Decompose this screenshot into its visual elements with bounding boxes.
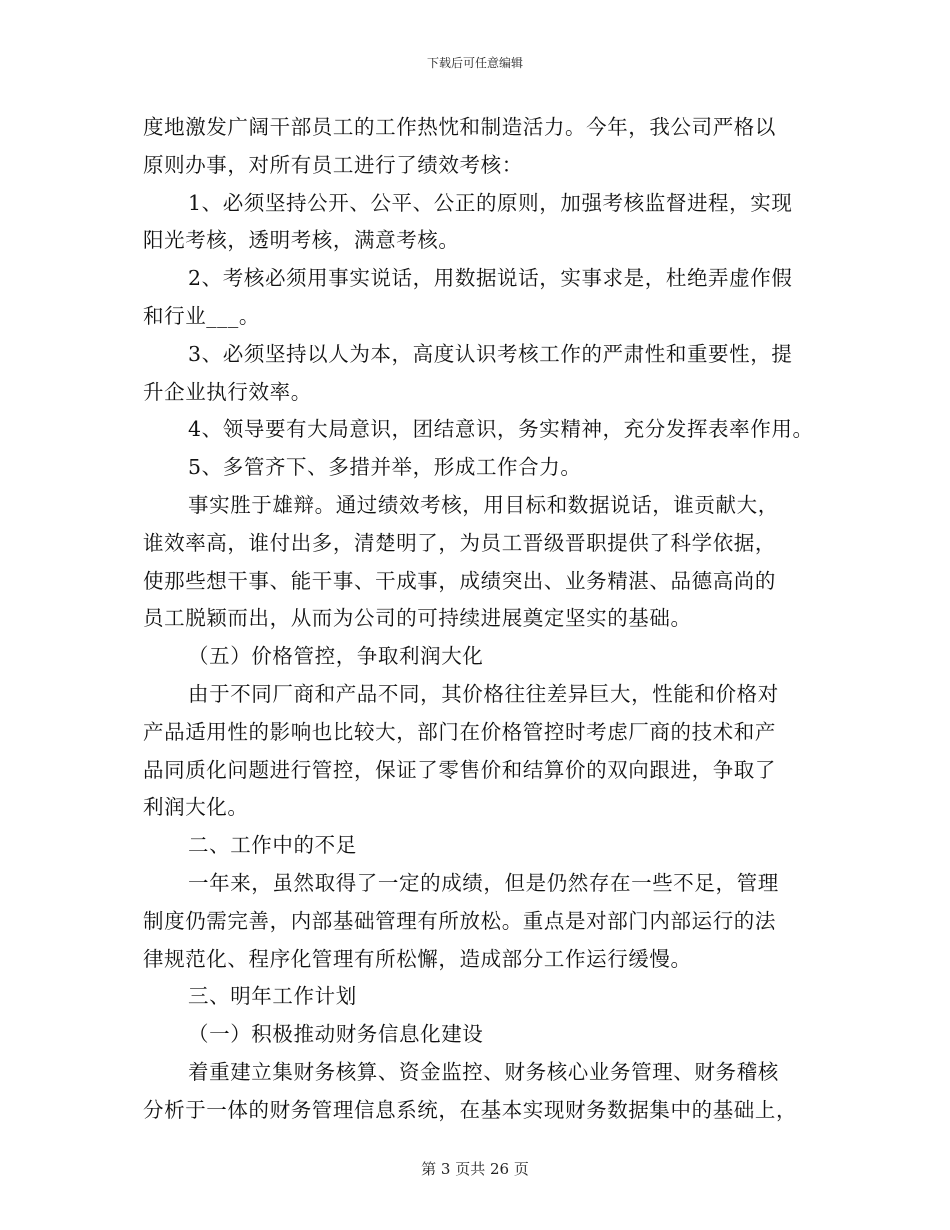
section-heading: （五）价格管控，争取利润大化 xyxy=(188,644,484,669)
paragraph-line: 员工脱颖而出，从而为公司的可持续进展奠定坚实的基础。 xyxy=(143,606,692,631)
paragraph-line: 阳光考核，透明考核，满意考核。 xyxy=(143,228,460,253)
paragraph-line: 品同质化问题进行管控，保证了零售价和结算价的双向跟进，争取了 xyxy=(143,757,776,782)
paragraph-line: 由于不同厂商和产品不同，其价格往往差异巨大，性能和价格对 xyxy=(188,681,779,706)
paragraph-line: 制度仍需完善，内部基础管理有所放松。重点是对部门内部运行的法 xyxy=(143,908,776,933)
section-heading: 二、工作中的不足 xyxy=(188,833,357,858)
section-heading: 三、明年工作计划 xyxy=(188,984,357,1009)
list-item: 2、考核必须用事实说话，用数据说话，实事求是，杜绝弄虚作假 xyxy=(188,266,793,291)
list-item: 5、多管齐下、多措并举，形成工作合力。 xyxy=(188,455,582,480)
paragraph-line: 律规范化、程序化管理有所松懈，造成部分工作运行缓慢。 xyxy=(143,946,692,971)
list-item: 4、领导要有大局意识，团结意识，务实精神，充分发挥表率作用。 xyxy=(188,417,814,442)
page-number: 第 3 页共 26 页 xyxy=(421,1160,529,1178)
list-item: 3、必须坚持以人为本，高度认识考核工作的严肃性和重要性，提 xyxy=(188,341,793,366)
paragraph-line: 着重建立集财务核算、资金监控、财务核心业务管理、财务稽核 xyxy=(188,1059,779,1084)
paragraph-line: 一年来，虽然取得了一定的成绩，但是仍然存在一些不足，管理 xyxy=(188,870,779,895)
paragraph-line: 事实胜于雄辩。通过绩效考核，用目标和数据说话，谁贡献大， xyxy=(188,492,779,517)
paragraph-line: 升企业执行效率。 xyxy=(143,379,312,404)
paragraph-line: 产品适用性的影响也比较大，部门在价格管控时考虑厂商的技术和产 xyxy=(143,719,776,744)
paragraph-line: 谁效率高，谁付出多，清楚明了，为员工晋级晋职提供了科学依据， xyxy=(143,530,776,555)
paragraph-line: 和行业___。 xyxy=(143,303,260,328)
page-header: 下载后可任意编辑 xyxy=(426,56,523,70)
paragraph-line: 使那些想干事、能干事、干成事，成绩突出、业务精湛、品德高尚的 xyxy=(143,568,776,593)
paragraph-line: 利润大化。 xyxy=(143,795,249,820)
section-heading: （一）积极推动财务信息化建设 xyxy=(188,1022,484,1047)
paragraph-line: 度地激发广阔干部员工的工作热忱和制造活力。今年，我公司严格以 xyxy=(143,115,776,139)
paragraph-line: 原则办事，对所有员工进行了绩效考核： xyxy=(143,152,523,177)
list-item: 1、必须坚持公开、公平、公正的原则，加强考核监督进程，实现 xyxy=(188,190,793,215)
document-body xyxy=(143,109,833,1130)
paragraph-line: 分析于一体的财务管理信息系统，在基本实现财务数据集中的基础上， xyxy=(143,1097,798,1122)
